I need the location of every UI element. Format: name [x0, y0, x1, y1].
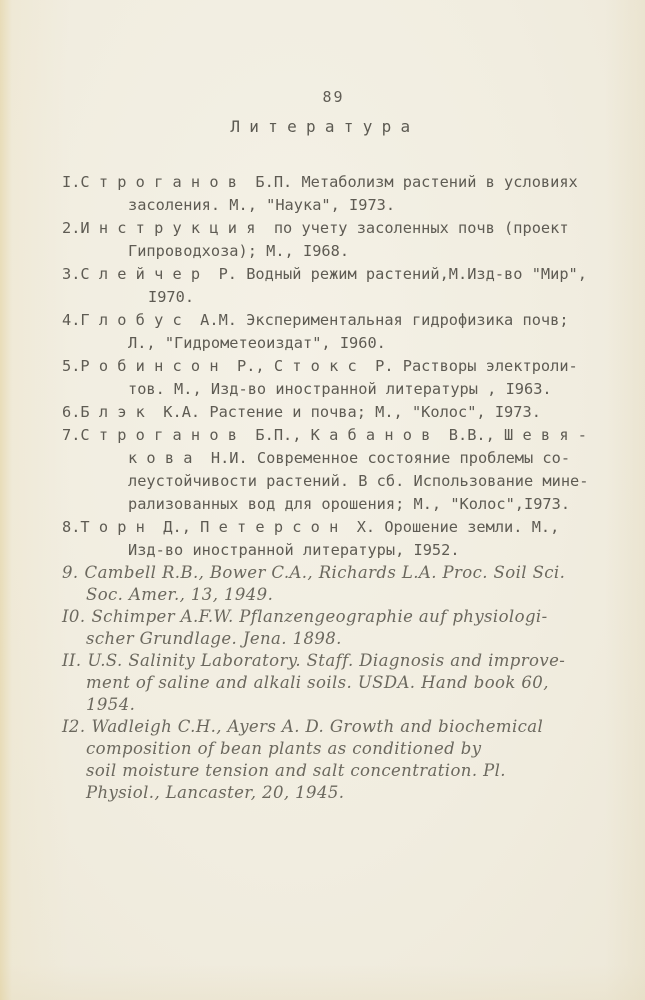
- reference-text: Р о б и н с о н Р., С т о к с Р. Растворы электроли-: [80, 357, 578, 375]
- reference-line: [62, 562, 607, 584]
- reference-number: 5.: [62, 357, 81, 375]
- reference-number: I.: [62, 173, 81, 191]
- reference-line: [62, 716, 607, 738]
- reference-text: Wadleigh C.H., Ayers A. D. Growth and biochemical: [91, 717, 544, 736]
- reference-entry: [62, 606, 607, 650]
- reference-line: [62, 424, 607, 447]
- reference-line: [62, 171, 607, 194]
- reference-number: 6.: [62, 403, 81, 421]
- reference-line: Physiol., Lancaster, 20, 1945.: [86, 783, 345, 802]
- reference-line: [62, 355, 607, 378]
- reference-entry: [62, 355, 607, 401]
- reference-entry: [62, 716, 607, 804]
- reference-entry: [62, 516, 607, 562]
- reference-line: [62, 263, 607, 286]
- reference-number: II.: [62, 651, 82, 670]
- reference-line: [62, 606, 607, 628]
- reference-line: I970.: [148, 288, 195, 306]
- reference-entry: [62, 562, 607, 606]
- reference-line: тов. М., Изд-во иностранной литературы , I963.: [128, 380, 552, 398]
- reference-text: U.S. Salinity Laboratory. Staff. Diagnosis and improve-: [87, 651, 566, 670]
- reference-text: И н с т р у к ц и я по учету засоленных почв (проект: [80, 219, 569, 237]
- reference-entry: [62, 650, 607, 716]
- reference-line: soil moisture tension and salt concentration. Pl.: [86, 761, 506, 780]
- reference-line: [62, 516, 607, 539]
- reference-entry: [62, 171, 607, 217]
- reference-line: Л., "Гидрометеоиздат", I960.: [128, 334, 386, 352]
- reference-text: Schimper A.F.W. Pflanzengeographie auf physiologi-: [91, 607, 548, 626]
- reference-entry: [62, 309, 607, 355]
- reference-entry: [62, 424, 607, 516]
- reference-line: [62, 309, 607, 332]
- reference-number: I2.: [62, 717, 86, 736]
- reference-line: [62, 217, 607, 240]
- reference-text: Cambell R.B., Bower C.A., Richards L.A. Proc. Soil Sci.: [84, 563, 566, 582]
- page-title: Литература: [230, 117, 420, 136]
- reference-entry: [62, 401, 607, 424]
- reference-number: 4.: [62, 311, 81, 329]
- reference-text: С т р о г а н о в Б.П. Метаболизм растений в условиях: [80, 173, 578, 191]
- reference-line: ment of saline and alkali soils. USDA. Hand book 60,: [86, 673, 549, 692]
- reference-line: леустойчивости растений. В сб. Использование мине-: [128, 472, 589, 490]
- reference-line: composition of bean plants as conditioned by: [86, 739, 482, 758]
- reference-line: [62, 650, 607, 672]
- reference-line: scher Grundlage. Jena. 1898.: [86, 629, 342, 648]
- reference-text: С т р о г а н о в Б.П., К а б а н о в В.В., Ш е в я -: [80, 426, 587, 444]
- reference-line: Гипроводхоза); М., I968.: [128, 242, 350, 260]
- reference-text: Г л о б у с А.М. Экспериментальная гидрофизика почв;: [80, 311, 569, 329]
- reference-line: засоления. М., "Наука", I973.: [128, 196, 396, 214]
- reference-text: С л е й ч е р Р. Водный режим растений,М.Изд-во "Мир",: [80, 265, 587, 283]
- reference-entry: [62, 217, 607, 263]
- reference-entry: [62, 263, 607, 309]
- reference-line: к о в а Н.И. Современное состояние проблемы со-: [128, 449, 571, 467]
- reference-number: 9.: [62, 563, 79, 582]
- reference-text: Б л э к К.А. Растение и почва; М., "Колос", I973.: [80, 403, 541, 421]
- reference-line: Soc. Amer., 13, 1949.: [86, 585, 274, 604]
- reference-line: Изд-во иностранной литературы, I952.: [128, 541, 460, 559]
- reference-line: 1954.: [86, 695, 136, 714]
- reference-number: 8.: [62, 518, 81, 536]
- reference-line: рализованных вод для орошения; М., "Колос",I973.: [128, 495, 571, 513]
- reference-number: 7.: [62, 426, 81, 444]
- page-number: 89: [322, 88, 345, 106]
- reference-text: Т о р н Д., П е т е р с о н Х. Орошение земли. М.,: [80, 518, 560, 536]
- reference-number: 3.: [62, 265, 81, 283]
- reference-number: 2.: [62, 219, 81, 237]
- reference-line: [62, 401, 607, 424]
- reference-list: [62, 171, 607, 804]
- reference-number: I0.: [62, 607, 86, 626]
